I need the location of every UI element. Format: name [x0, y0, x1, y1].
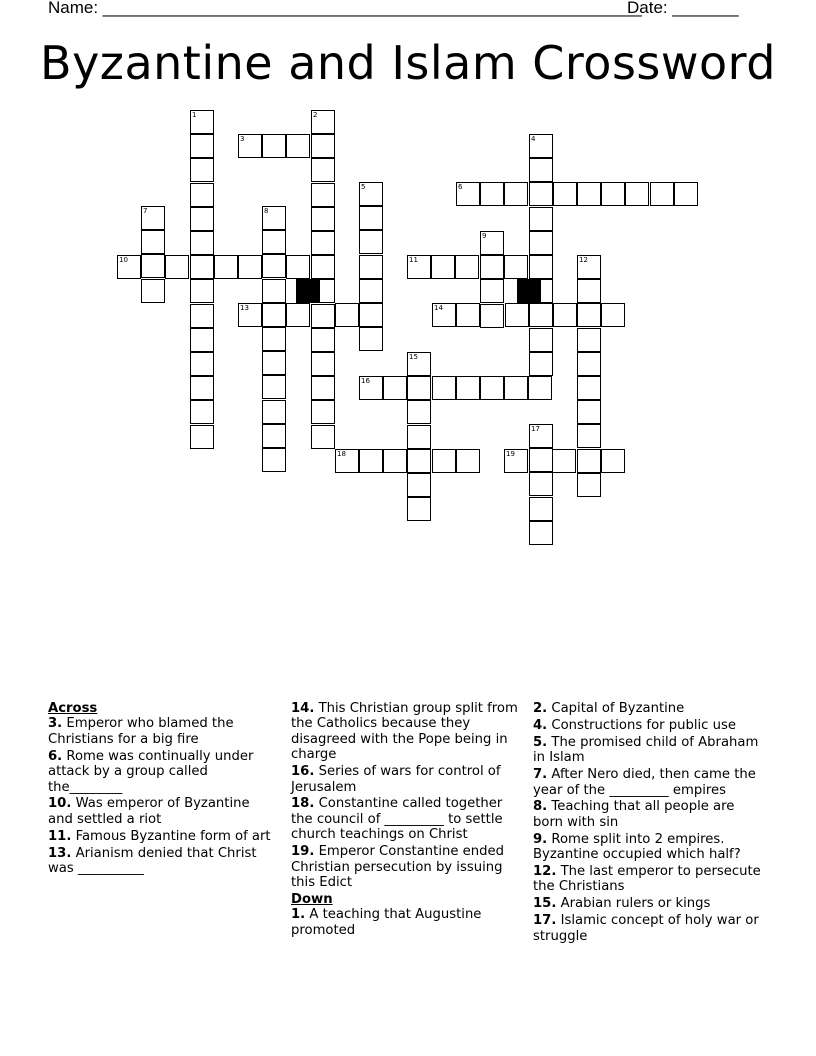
grid-cell[interactable] [601, 182, 625, 206]
grid-cell[interactable] [552, 449, 576, 473]
grid-cell[interactable] [383, 376, 407, 400]
clue-number-11: 11 [409, 256, 418, 264]
clue-down-7: 7. After Nero died, then came the year of the _________ empires [533, 767, 756, 798]
clue-down-5: 5. The promised child of Abraham in Islam [533, 734, 759, 766]
grid-cell[interactable] [601, 449, 625, 473]
grid-cell[interactable] [190, 231, 214, 255]
clue-number-18: 18 [337, 450, 346, 458]
grid-cell[interactable] [190, 400, 214, 424]
grid-cell[interactable] [431, 255, 455, 279]
page-title: Byzantine and Islam Crossword [40, 36, 776, 90]
grid-cell[interactable] [456, 449, 480, 473]
grid-cell[interactable] [190, 279, 214, 303]
clue-number-2: 2 [313, 111, 318, 119]
grid-cell[interactable] [528, 376, 552, 400]
grid-cell[interactable] [286, 303, 310, 327]
grid-cell[interactable] [625, 182, 649, 206]
clue-down-17: 17. Islamic concept of holy war or struggle [533, 913, 759, 944]
name-field-label: Name: _________________________________________________________ [48, 0, 642, 17]
grid-cell[interactable] [407, 449, 431, 473]
grid-cell[interactable] [529, 255, 553, 279]
grid-cell[interactable] [383, 449, 407, 473]
grid-cell[interactable] [577, 449, 601, 473]
grid-cell[interactable] [190, 134, 214, 158]
grid-cell[interactable] [359, 206, 383, 230]
grid-cell[interactable] [529, 207, 553, 231]
clue-across-18: 18. Constantine called together the council of _________ to settle church teachings on Christ [291, 796, 503, 843]
grid-cell[interactable] [190, 328, 214, 352]
clue-down-15: 15. Arabian rulers or kings [533, 896, 711, 912]
grid-cell[interactable] [311, 183, 335, 207]
grid-cell[interactable] [407, 400, 431, 424]
date-field-label: Date: _______ [627, 0, 739, 17]
grid-cell[interactable] [311, 376, 335, 400]
grid-cell[interactable] [553, 182, 577, 206]
grid-cell[interactable] [311, 425, 335, 449]
grid-cell[interactable] [577, 303, 601, 327]
clue-number-19: 19 [506, 450, 515, 458]
grid-cell[interactable] [141, 279, 165, 303]
down-heading: Down [291, 891, 333, 907]
grid-cell[interactable] [262, 279, 286, 303]
grid-cell[interactable] [601, 303, 625, 327]
grid-cell[interactable] [190, 158, 214, 182]
grid-cell[interactable] [311, 134, 335, 158]
grid-cell[interactable] [262, 327, 286, 351]
clue-down-9: 9. Rome split into 2 empires. Byzantine occupied which half? [533, 831, 741, 863]
grid-cell[interactable] [529, 448, 553, 472]
grid-cell[interactable] [456, 376, 480, 400]
grid-cell[interactable] [262, 254, 286, 278]
clue-number-14: 14 [434, 304, 443, 312]
clue-number-12: 12 [579, 256, 588, 264]
grid-cell[interactable] [674, 182, 698, 206]
grid-cell[interactable] [529, 497, 553, 521]
clue-number-1: 1 [192, 111, 197, 119]
grid-cell[interactable] [190, 207, 214, 231]
clue-number-15: 15 [409, 353, 418, 361]
grid-cell[interactable] [504, 255, 528, 279]
grid-cell[interactable] [529, 158, 553, 182]
black-cell [296, 279, 320, 303]
grid-cell[interactable] [311, 255, 335, 279]
clue-number-10: 10 [119, 256, 128, 264]
grid-cell[interactable] [311, 400, 335, 424]
grid-cell[interactable] [432, 376, 456, 400]
grid-cell[interactable] [262, 303, 286, 327]
black-cell [517, 279, 541, 303]
grid-cell[interactable] [480, 304, 504, 328]
grid-cell[interactable] [480, 376, 504, 400]
grid-cell[interactable] [553, 303, 577, 327]
clue-number-5: 5 [361, 183, 366, 191]
grid-cell[interactable] [359, 230, 383, 254]
grid-cell[interactable] [455, 255, 479, 279]
grid-cell[interactable] [529, 328, 553, 352]
grid-cell[interactable] [504, 376, 528, 400]
grid-cell[interactable] [141, 254, 165, 278]
grid-cell[interactable] [505, 303, 529, 327]
grid-cell[interactable] [407, 473, 431, 497]
grid-cell[interactable] [504, 182, 528, 206]
clue-across-19: 19. Emperor Constantine ended Christian persecution by issuing this Edict [291, 844, 504, 890]
grid-cell[interactable] [577, 352, 601, 376]
grid-cell[interactable] [190, 352, 214, 376]
grid-cell[interactable] [407, 376, 431, 400]
clues-column-2 [291, 701, 523, 940]
clue-number-7: 7 [143, 207, 148, 215]
grid-cell[interactable] [359, 255, 383, 279]
clue-down-8: 8. Teaching that all people are born with sin [533, 799, 735, 830]
grid-cell[interactable] [529, 231, 553, 255]
grid-cell[interactable] [262, 424, 286, 448]
clue-number-13: 13 [240, 304, 249, 312]
grid-cell[interactable] [311, 207, 335, 231]
grid-cell[interactable] [529, 472, 553, 496]
grid-cell[interactable] [141, 230, 165, 254]
clue-number-8: 8 [264, 207, 269, 215]
grid-cell[interactable] [262, 375, 286, 399]
grid-cell[interactable] [311, 304, 335, 328]
grid-cell[interactable] [577, 473, 601, 497]
clue-down-1: 1. A teaching that Augustine promoted [291, 907, 482, 938]
grid-cell[interactable] [577, 424, 601, 448]
grid-cell[interactable] [262, 134, 286, 158]
grid-cell[interactable] [190, 304, 214, 328]
grid-cell[interactable] [577, 182, 601, 206]
grid-cell[interactable] [407, 425, 431, 449]
grid-cell[interactable] [238, 255, 262, 279]
clue-across-11: 11. Famous Byzantine form of art [48, 828, 271, 844]
grid-cell[interactable] [577, 376, 601, 400]
grid-cell[interactable] [529, 352, 553, 376]
grid-cell[interactable] [432, 449, 456, 473]
grid-cell[interactable] [335, 303, 359, 327]
grid-cell[interactable] [214, 255, 238, 279]
grid-cell[interactable] [359, 303, 383, 327]
clue-across-6: 6. Rome was continually under attack by a group called the________ [48, 748, 254, 795]
grid-cell[interactable] [529, 182, 553, 206]
grid-cell[interactable] [577, 400, 601, 424]
clue-across-3: 3. Emperor who blamed the Christians for a big fire [48, 716, 234, 747]
grid-cell[interactable] [480, 182, 504, 206]
grid-cell[interactable] [577, 279, 601, 303]
grid-cell[interactable] [262, 448, 286, 472]
grid-cell[interactable] [190, 376, 214, 400]
clue-down-12: 12. The last emperor to persecute the Christians [533, 864, 761, 895]
clue-across-14: 14. This Christian group split from the Catholics because they disagreed with the Pope being in charge [291, 701, 518, 763]
clue-number-3: 3 [240, 135, 245, 143]
clue-number-16: 16 [361, 377, 370, 385]
grid-cell[interactable] [190, 183, 214, 207]
grid-cell[interactable] [286, 134, 310, 158]
clue-number-4: 4 [531, 135, 536, 143]
grid-cell[interactable] [480, 279, 504, 303]
clue-across-10: 10. Was emperor of Byzantine and settled a riot [48, 796, 250, 827]
grid-cell[interactable] [480, 255, 504, 279]
grid-cell[interactable] [311, 328, 335, 352]
grid-cell[interactable] [190, 425, 214, 449]
grid-cell[interactable] [359, 279, 383, 303]
grid-cell[interactable] [311, 352, 335, 376]
clue-number-17: 17 [531, 425, 540, 433]
grid-cell[interactable] [262, 400, 286, 424]
grid-cell[interactable] [311, 158, 335, 182]
grid-cell[interactable] [190, 255, 214, 279]
clues-column-3 [533, 701, 768, 946]
clue-across-16: 16. Series of wars for control of Jerusalem [291, 764, 501, 795]
across-heading: Across [48, 701, 98, 716]
grid-cell[interactable] [311, 231, 335, 255]
grid-cell[interactable] [529, 521, 553, 545]
clue-across-13: 13. Arianism denied that Christ was __________ [48, 845, 257, 877]
clue-number-9: 9 [482, 232, 487, 240]
grid-cell[interactable] [577, 328, 601, 352]
grid-cell[interactable] [262, 351, 286, 375]
grid-cell[interactable] [262, 230, 286, 254]
grid-cell[interactable] [529, 303, 553, 327]
grid-cell[interactable] [407, 497, 431, 521]
clue-down-2: 2. Capital of Byzantine [533, 701, 685, 716]
clue-number-6: 6 [458, 183, 463, 191]
grid-cell[interactable] [286, 255, 310, 279]
grid-cell[interactable] [359, 327, 383, 351]
grid-cell[interactable] [456, 303, 480, 327]
grid-cell[interactable] [165, 255, 189, 279]
clue-down-4: 4. Constructions for public use [533, 717, 736, 733]
grid-cell[interactable] [650, 182, 674, 206]
grid-cell[interactable] [359, 449, 383, 473]
clues-column-1 [48, 701, 273, 878]
